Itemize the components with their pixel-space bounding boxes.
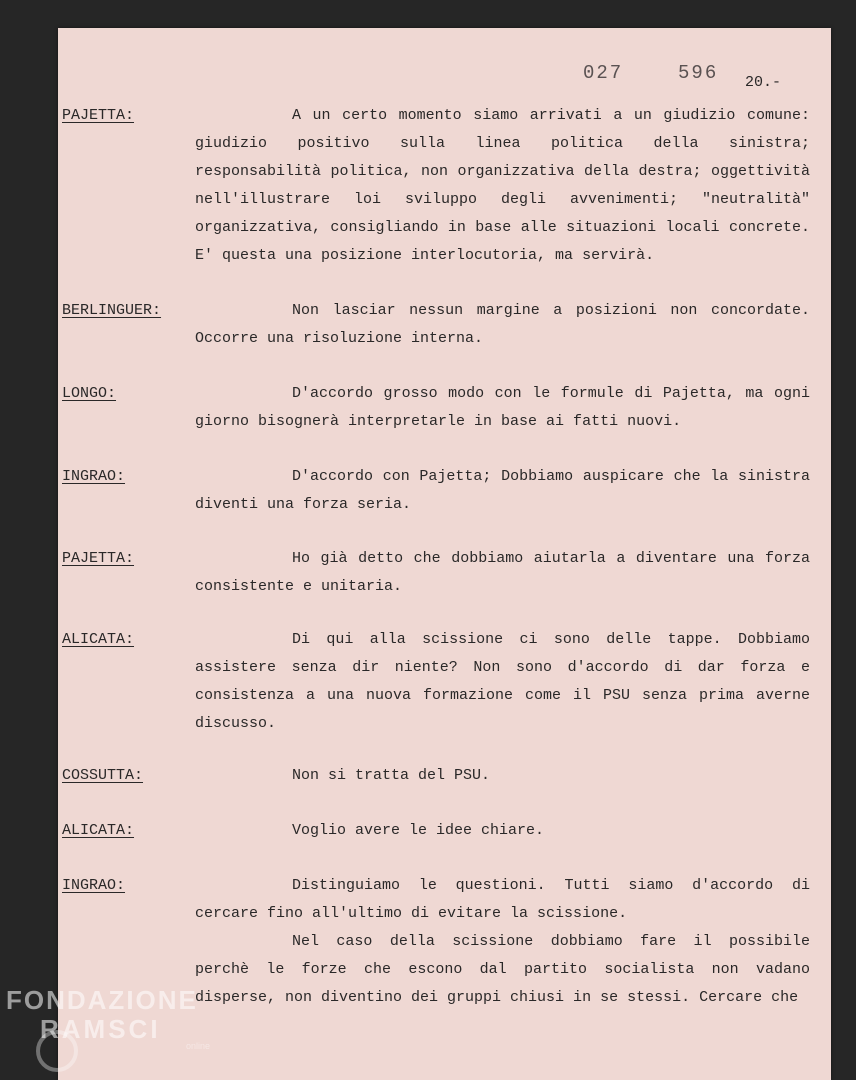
watermark-line2: RAMSCI (40, 1014, 161, 1044)
speech-paragraph: D'accordo con Pajetta; Dobbiamo auspicare che la sinistra diventi una forza seria. (195, 468, 810, 513)
speaker-name: ALICATA: (62, 631, 135, 648)
speech-paragraph: Di qui alla scissione ci sono delle tappe. Dobbiamo assistere senza dir niente? Non sono d'accordo di dar forza e consistenza a una nuova formazione come il PSU senza prima averne discusso. (195, 631, 810, 732)
speech-paragraph: Voglio avere le idee chiare. (292, 822, 545, 839)
watermark-logo (6, 985, 211, 1051)
watermark-g-icon (36, 1030, 78, 1072)
page-number: 20.- (745, 74, 782, 91)
archive-number: 027 596 (583, 62, 719, 84)
speaker-name: BERLINGUER: (62, 302, 162, 319)
speech-paragraph: A un certo momento siamo arrivati a un giudizio comune: giudizio positivo sulla linea politica della sinistra; responsabilità politica, non organizzativa della destra; oggettività nell'illustrare loi sviluppo degli avvenimenti; "neutralità" organizzativa, consigliando in base alle situazioni locali concrete. E' questa una posizione interlocutoria, ma servirà. (195, 107, 810, 264)
speaker-name: INGRAO: (62, 877, 126, 894)
watermark-line1: FONDAZIONE (6, 985, 198, 1015)
speaker-name: PAJETTA: (62, 107, 135, 124)
speaker-name: PAJETTA: (62, 550, 135, 567)
speaker-name: INGRAO: (62, 468, 126, 485)
speech-paragraph: D'accordo grosso modo con le formule di Pajetta, ma ogni giorno bisognerà interpretarle in base ai fatti nuovi. (195, 385, 810, 430)
speech-paragraph: Non lasciar nessun margine a posizioni non concordate. Occorre una risoluzione interna. (195, 302, 810, 347)
speech-paragraph-continuation: Nel caso della scissione dobbiamo fare il possibile perchè le forze che escono dal partito socialista non vadano disperse, non diventino dei gruppi chiusi in se stessi. Cercare che (195, 933, 810, 1006)
speaker-name: COSSUTTA: (62, 767, 144, 784)
watermark-line3: online (186, 1041, 211, 1051)
speaker-name: LONGO: (62, 385, 117, 402)
speech-paragraph: Ho già detto che dobbiamo aiutarla a diventare una forza consistente e unitaria. (195, 550, 810, 595)
speech-paragraph: Non si tratta del PSU. (292, 767, 491, 784)
speaker-name: ALICATA: (62, 822, 135, 839)
speech-paragraph: Distinguiamo le questioni. Tutti siamo d'accordo di cercare fino all'ultimo di evitare la scissione. (195, 877, 810, 922)
